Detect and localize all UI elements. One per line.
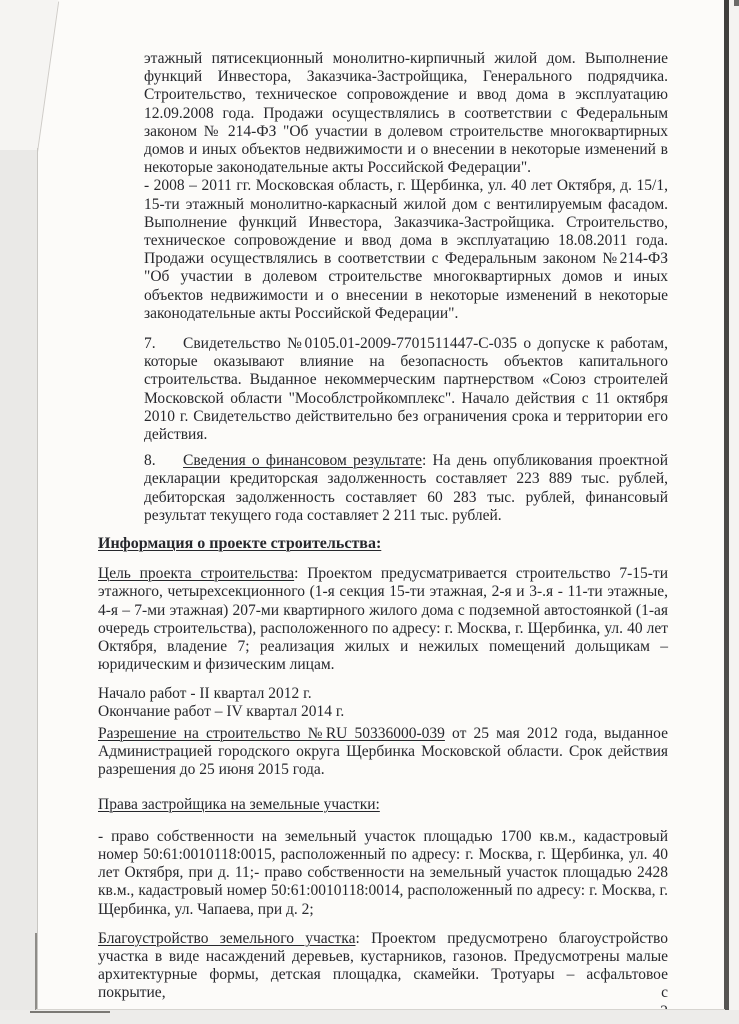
item-7-number: 7.: [144, 335, 156, 353]
project-goal-text: : Проектом предусматривается строительство 7-15-ти этажного, четырехсекционного (1-я секция 15-ти этажная, 2-я и 3-.я - 11-ти этажные, 4-я – 7-ми этажная) 207-ми квартирного жилого дома с подземной автостоянкой (1-ая очередь строительства), расположенного по адресу: г. Москва, г. Щербинка, ул. 40 лет Октября, владение 7; реализация жилых и нежилых помещений дольщикам – юридическим и физическим лицам.: [98, 565, 668, 674]
scan-left-edge-line: [37, 148, 38, 1010]
scan-right-margin: [729, 0, 739, 1024]
scan-bottom-margin: [0, 1010, 739, 1024]
paragraph-construction-permit: [98, 725, 668, 780]
item-7-text: Свидетельство №0105.01-2009-7701511447-С-035 о допуске к работам, которые оказывают влияние на безопасность объектов капитального строительства. Выданное некоммерческим партнерством «Союз строителей Московской области "Мособлстройкомплекс". Начало действия с 11 октября 2010 г. Свидетельство действительно без ограничения срока и территории его действия.: [144, 335, 668, 444]
scan-bottom-dark-mark: [30, 1011, 110, 1013]
work-end-line: Окончание работ – IV квартал 2014 г.: [98, 702, 345, 720]
landscaping-text: : Проектом предусмотрено благоустройство участка в виде насаждений деревьев, кустарников, газонов. Предусмотрены малые архитектурные формы, детская площадка, скамейки. Тротуары – асфальтовое покрытие, с: [98, 929, 668, 1002]
item-8-lead-underlined: Сведения о финансовом результате: [183, 452, 423, 470]
scan-top-right-corner-mark: [734, 0, 739, 6]
landscaping-lead-underlined: Благоустройство земельного участка: [98, 929, 356, 947]
permit-text: от 25 мая 2012 года, выданное Администрацией городского округа Щербинка Московской области. Срок действия разрешения до 25 июня 2015 года.: [98, 724, 669, 779]
numbered-item-8: [144, 452, 668, 525]
section-heading-project-info: Информация о проекте строительства:: [98, 535, 382, 553]
item-8-text: : На день опубликования проектной декларации кредиторская задолженность составляет 223 889 тыс. рублей, дебиторская задолженность составляет 60 283 тыс. рублей, финансовый результат текущего года составляет 2 211 тыс. рублей.: [144, 452, 668, 524]
scanned-document-page: [37, 0, 724, 1010]
paragraph-landscaping: [98, 930, 668, 1003]
paragraph-land-rights: - право собственности на земельный участок площадью 1700 кв.м., кадастровый номер 50:61:0010118:0015, расположенный по адресу: г. Москва, г. Щербинка, ул. 40 лет Октября, при д. 11;- право собственности на земельный участок площадью 2428 кв.м., кадастровый номер 50:61:0010118:0014, расположенный по адресу: г. Москва, г. Щербинка, ул. Чапаева, при д. 2;: [98, 827, 668, 918]
paragraph-experience-2008: этажный пятисекционный монолитно-кирпичный жилой дом. Выполнение функций Инвестора, Заказчика-Застройщика, Генерального подрядчика. Строительство, техническое сопровождение и ввод дома в эксплуатацию 12.09.2008 года. Продажи осуществлялись в соответствии с Федеральным законом № 214-ФЗ "Об участии в долевом строительстве многоквартирных домов и иных объектов недвижимости и о внесении в некоторые изменений в некоторые законодательные акты Российской Федерации".: [144, 50, 668, 177]
paragraph-project-goal: [98, 565, 668, 674]
scan-left-edge-dark-segment: [35, 933, 37, 1011]
work-start-line: Начало работ - II квартал 2012 г.: [98, 684, 312, 702]
paragraph-experience-2008-2011: - 2008 – 2011 гг. Московская область, г. Щербинка, ул. 40 лет Октября, д. 15/1, 15-ти этажный монолитно-каркасный жилой дом с вентилируемым фасадом. Выполнение функций Инвестора, Заказчика-Застройщика. Строительство, техническое сопровождение и ввод дома в эксплуатацию 18.08.2011 года. Продажи осуществлялись в соответствии с Федеральным законом №214-ФЗ "Об участии в долевом строительстве многоквартирных домов и иных объектов недвижимости и о внесении в некоторые изменений в некоторые законодательные акты Российской Федерации".: [144, 177, 668, 322]
company-experience-block: [144, 50, 668, 525]
numbered-item-7: [144, 335, 668, 444]
item-8-number: 8.: [144, 452, 156, 470]
project-goal-lead-underlined: Цель проекта строительства: [98, 565, 295, 583]
page-content: [98, 50, 668, 1021]
land-rights-heading: Права застройщика на земельные участки:: [98, 795, 380, 813]
permit-lead-underlined: Разрешение на строительство №RU 50336000-039: [98, 724, 445, 742]
